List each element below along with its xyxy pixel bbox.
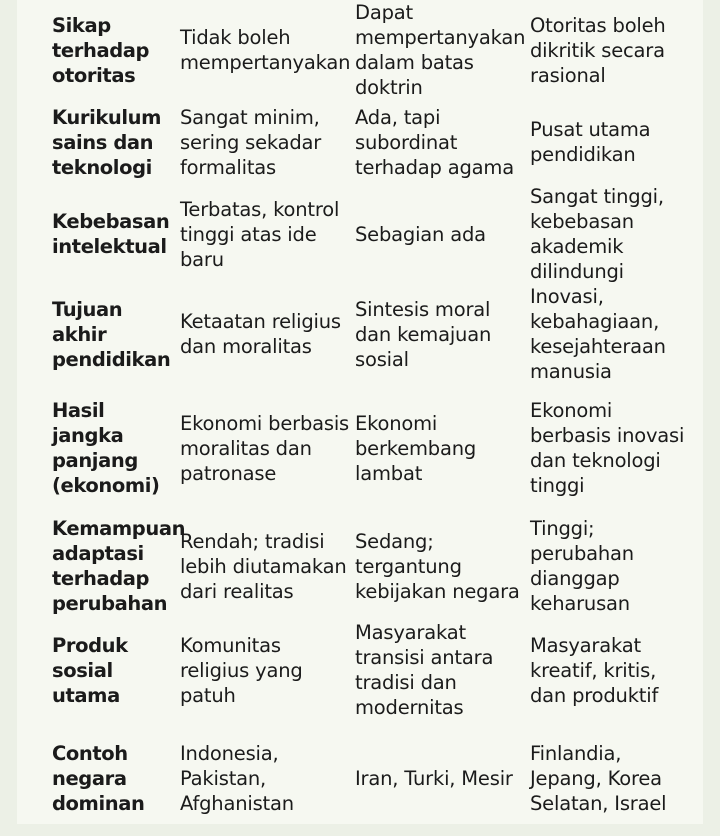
table-cell: Masyarakat kreatif, kritis, dan produktif — [530, 633, 659, 707]
table-cell: Indonesia, Pakistan, Afghanistan — [180, 741, 294, 815]
comparison-table — [50, 0, 700, 836]
table-row — [50, 384, 700, 512]
table-cell: Sedang; tergantung kebijakan negara — [355, 529, 520, 603]
row-label: Kurikulum sains dan teknologi — [52, 105, 162, 179]
table-cell: Sangat tinggi, kebebasan akademik dilindungi — [530, 185, 664, 283]
table-row — [50, 100, 700, 184]
table-cell: Dapat mempertanyakan dalam batas doktrin — [355, 1, 526, 99]
table-cell: Sangat minim, sering sekadar formalitas — [180, 105, 322, 179]
row-label: Produk sosial utama — [52, 633, 128, 707]
table-cell: Komunitas religius yang patuh — [180, 633, 303, 707]
row-label: Contoh negara dominan — [52, 741, 145, 815]
row-label: Sikap terhadap otoritas — [52, 13, 150, 87]
table-cell: Ada, tapi subordinat terhadap agama — [355, 105, 514, 179]
table-cell: Ekonomi berkembang lambat — [355, 411, 477, 485]
table-cell: Ekonomi berbasis inovasi dan teknologi tinggi — [530, 399, 685, 497]
table-cell: Pusat utama pendidikan — [530, 118, 651, 166]
table-cell: Masyarakat transisi antara tradisi dan modernitas — [355, 621, 494, 719]
table-row — [50, 512, 700, 620]
table-cell: Tidak boleh mempertanyakan — [180, 26, 351, 74]
table-cell: Sintesis moral dan kemajuan sosial — [355, 297, 492, 371]
table-cell: Ketaatan religius dan moralitas — [180, 310, 341, 358]
document-sheet — [17, 0, 703, 824]
table-row — [50, 284, 700, 384]
table-cell: Tinggi; perubahan dianggap keharusan — [530, 517, 634, 615]
row-label: Kemampuan adaptasi terhadap perubahan — [52, 517, 186, 615]
table-row — [50, 720, 700, 836]
row-label: Hasil jangka panjang (ekonomi) — [52, 399, 160, 497]
table-cell: Iran, Turki, Mesir — [355, 766, 513, 790]
table-cell: Rendah; tradisi lebih diutamakan dari realitas — [180, 529, 347, 603]
table-cell: Inovasi, kebahagiaan, kesejahteraan manusia — [530, 285, 666, 383]
table-cell: Otoritas boleh dikritik secara rasional — [530, 13, 666, 87]
table-row — [50, 0, 700, 100]
table-row — [50, 184, 700, 284]
table-cell: Finlandia, Jepang, Korea Selatan, Israel — [530, 741, 667, 815]
row-label: Tujuan akhir pendidikan — [52, 297, 171, 371]
table-row — [50, 620, 700, 720]
table-cell: Sebagian ada — [355, 222, 486, 246]
table-cell: Ekonomi berbasis moralitas dan patronase — [180, 411, 350, 485]
table-cell: Terbatas, kontrol tinggi atas ide baru — [180, 197, 340, 271]
row-label: Kebebasan intelektual — [52, 210, 170, 258]
